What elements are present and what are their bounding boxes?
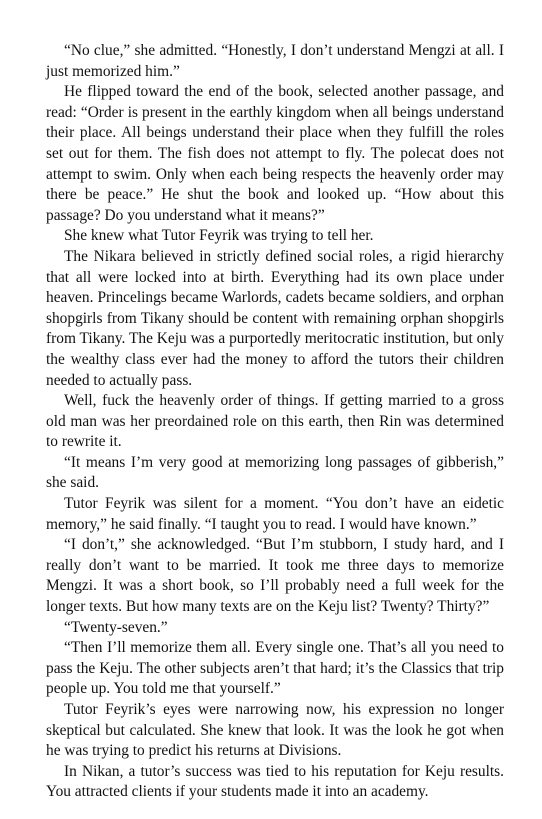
paragraph: “It means I’m very good at memorizing long passages of gibberish,” she said. — [46, 453, 504, 492]
paragraph: “Twenty-seven.” — [64, 618, 168, 636]
paragraph: “I don’t,” she acknowledged. “But I’m stubborn, I study hard, and I really don’t want to be married. It took me three days to memorize Mengzi. It was a short book, so I’ll probably need a full week for the longer texts. But how many texts are on the Keju list? Twenty? Thirty?” — [46, 536, 504, 616]
paragraph: In Nikan, a tutor’s success was tied to his reputation for Keju results. You attracted clients if your students made it into an academy. — [46, 762, 504, 801]
paragraph: The Nikara believed in strictly defined social roles, a rigid hierarchy that all were locked into at birth. Everything had its own place under heaven. Princelings became Warlords, cadets became soldiers, and orphan shopgirls from Tikany should be content with remaining orphan shopgirls from Tikany. The Keju was a purportedly meritocratic institution, but only the wealthy class ever had the money to afford the tutors their children needed to actually pass. — [46, 247, 504, 389]
paragraph: Tutor Feyrik’s eyes were narrowing now, his expression no longer skeptical but calculated. She knew that look. It was the look he got when he was trying to predict his returns at Divisions. — [46, 701, 504, 760]
paragraph: Well, fuck the heavenly order of things. If getting married to a gross old man was her preordained role on this earth, then Rin was determined to rewrite it. — [46, 392, 504, 451]
paragraph: He flipped toward the end of the book, selected another passage, and read: “Order is present in the earthly kingdom when all beings understand their place. All beings understand their place when they fulfill the roles set out for them. The fish does not attempt to fly. The polecat does not attempt to swim. Only when each being respects the heavenly order may there be peace.” He shut the book and looked up. “How about this passage? Do you understand what it means?” — [46, 83, 504, 224]
paragraph: She knew what Tutor Feyrik was trying to tell her. — [64, 227, 374, 245]
paragraph: Tutor Feyrik was silent for a moment. “You don’t have an eidetic memory,” he said finally. “I taught you to read. I would have known.” — [46, 495, 504, 533]
paragraph: “Then I’ll memorize them all. Every single one. That’s all you need to pass the Keju. The other subjects aren’t that hard; it’s the Classics that trip people up. You told me that yourself.” — [46, 639, 504, 698]
paragraph: “No clue,” she admitted. “Honestly, I don’t understand Mengzi at all. I just memorized him.” — [46, 42, 504, 80]
